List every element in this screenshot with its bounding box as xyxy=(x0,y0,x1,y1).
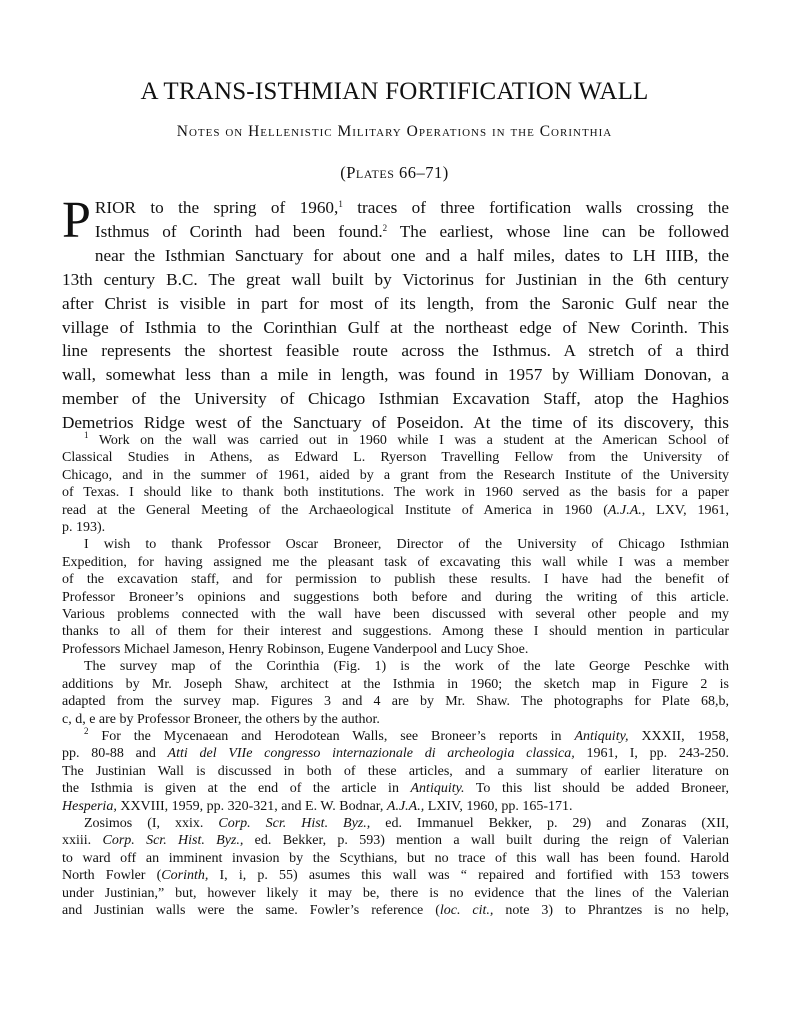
footnote-line: read at the General Meeting of the Archaeological Institute of America in 1960 (A.J.A., LXV, 1961, xyxy=(62,502,730,518)
footnote-marker: 2 xyxy=(84,725,89,736)
footnote-line: Zosimos (I, xxix. Corp. Scr. Hist. Byz., ed. Immanuel Bekker, p. 29) and Zonaras (XII, xyxy=(84,815,729,831)
footnote-line: p. 193). xyxy=(62,520,106,536)
footnote-line: of Texas. I should like to thank both institutions. The work in 1960 served as the basis for a paper xyxy=(62,485,729,501)
footnote-line: The survey map of the Corinthia (Fig. 1) is the work of the late George Peschke with xyxy=(84,659,729,675)
body-line: member of the University of Chicago Isthmian Excavation Staff, atop the Haghios xyxy=(62,389,729,409)
footnote-line: xxiii. Corp. Scr. Hist. Byz., ed. Bekker, p. 593) mention a wall built during the reign of Valerian xyxy=(62,833,729,849)
body-line: Demetrios Ridge west of the Sanctuary of Poseidon. At the time of its discovery, this xyxy=(62,413,729,433)
body-line: RIOR to the spring of 1960,$^1$ traces of three fortification walls crossing the xyxy=(94,198,730,217)
footnote-line: thanks to all of them for their interest and suggestions. Among these I should mention in particular xyxy=(62,624,729,640)
footnote-line: pp. 80-88 and Atti del VIIe congresso internazionale di archeologia classica, 1961, I, pp. 243-250. xyxy=(62,746,729,762)
body-line: village of Isthmia to the Corinthian Gulf at the northeast edge of New Corinth. This xyxy=(62,317,729,337)
footnote-line: and Justinian walls were the same. Fowler’s reference (loc. cit., note 3) to Phrantzes is no help, xyxy=(62,902,729,918)
footnote-line: to ward off an imminent invasion by the Scythians, but no trace of this wall has been found. Harold xyxy=(62,850,729,866)
article-title: A TRANS-ISTHMIAN FORTIFICATION WALL xyxy=(140,78,649,105)
body-line: line represents the shortest feasible route across the Isthmus. A stretch of a third xyxy=(62,341,729,361)
footnote-line: Chicago, and in the summer of 1961, aided by a grant from the Research Institute of the University xyxy=(62,467,729,483)
body-line: after Christ is visible in part for most of its length, from the Saronic Gulf near the xyxy=(62,293,729,313)
body-line: Isthmus of Corinth had been found.$^2$ The earliest, whose line can be followed xyxy=(94,221,729,241)
footnote-line: Professor Broneer’s opinions and suggestions both before and during the writing of this article. xyxy=(62,589,729,605)
footnote-line: Professors Michael Jameson, Henry Robinson, Eugene Vanderpool and Lucy Shoe. xyxy=(62,641,529,657)
footnote-line: Various problems connected with the wall have been discussed with several other people and my xyxy=(62,607,729,623)
plates-reference: (Plates 66–71) xyxy=(340,163,449,182)
footnote-line: under Justinian,” but, however likely it may be, there is no evidence that the lines of the Valerian xyxy=(62,885,729,901)
footnote-line: Classical Studies in Athens, as Edward L. Ryerson Travelling Fellow from the University of xyxy=(62,450,729,466)
footnote-line: Hesperia, XXVIII, 1959, pp. 320-321, and E. W. Bodnar, A.J.A., LXIV, 1960, pp. 165-171. xyxy=(62,798,573,814)
footnotes xyxy=(62,432,729,919)
footnote-ref: 2 xyxy=(382,222,388,233)
footnote-marker: 1 xyxy=(84,430,89,440)
footnote-line: I wish to thank Professor Oscar Broneer, Director of the University of Chicago Isthmian xyxy=(84,537,729,553)
footnote-line: adapted from the survey map. Figures 3 and 4 are by Mr. Shaw. The photographs for Plate 68,b, xyxy=(62,694,729,710)
footnote-line: The Justinian Wall is discussed in both of these articles, and a summary of earlier literature on xyxy=(62,763,729,779)
drop-cap: P xyxy=(62,192,91,249)
body-line: wall, somewhat less than a mile in length, was found in 1957 by William Donovan, a xyxy=(62,365,729,385)
body-line: 13th century B.C. The great wall built by Victorinus for Justinian in the 6th century xyxy=(62,269,729,289)
footnote-line: Expedition, for having assigned me the pleasant task of excavating this wall while I was a member xyxy=(62,554,729,570)
footnote-ref: 1 xyxy=(338,199,343,209)
footnote-line: $^1$ Work on the wall was carried out in 1960 while I was a student at the American School of xyxy=(84,430,729,448)
footnote-line: $^2$ For the Mycenaean and Herodotean Walls, see Broneer’s reports in Antiquity, XXXII, 1958, xyxy=(84,725,730,744)
footnote-line: North Fowler (Corinth, I, i, p. 55) asumes this wall was “ repaired and fortified with 153 towers xyxy=(62,868,729,884)
footnote-line: of the excavation staff, and for permission to publish these results. I have had the benefit of xyxy=(62,572,729,588)
footnote-line: c, d, e are by Professor Broneer, the others by the author. xyxy=(62,711,380,727)
article-subtitle: Notes on Hellenistic Military Operations in the Corinthia xyxy=(176,123,613,140)
body-text xyxy=(62,192,730,435)
body-line: near the Isthmian Sanctuary for about one and a half miles, dates to LH IIIB, the xyxy=(94,245,729,265)
footnote-line: additions by Mr. Joseph Shaw, architect at the Isthmia in 1960; the sketch map in Figure 2 is xyxy=(62,676,729,692)
footnote-line: the Isthmia is given at the end of the article in Antiquity. To this list should be added Broneer, xyxy=(62,781,729,797)
